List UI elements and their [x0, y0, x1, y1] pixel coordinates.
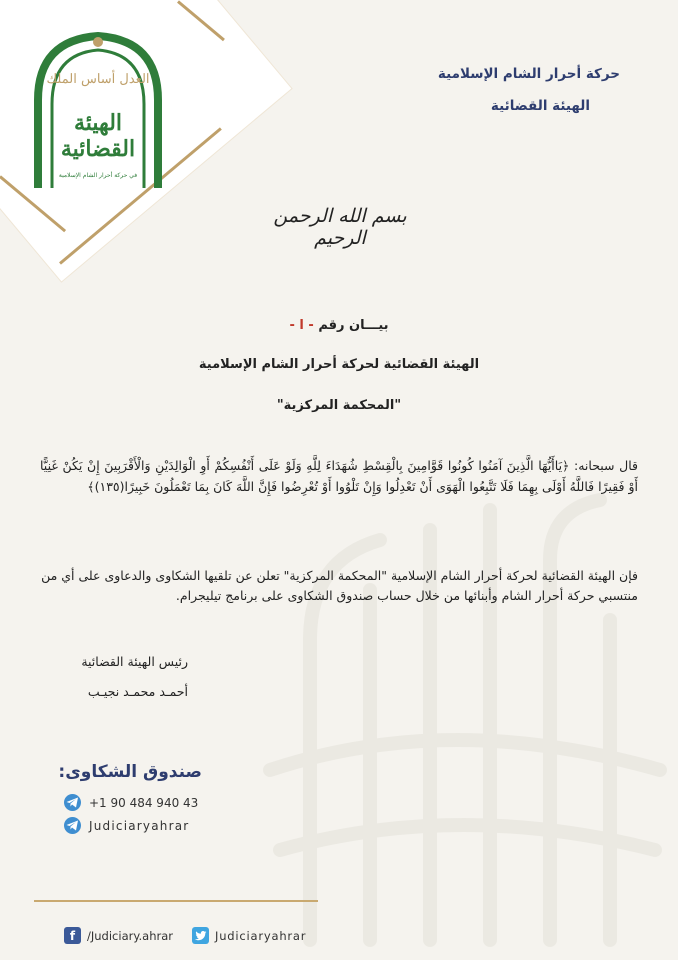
facebook-icon: f [64, 927, 81, 944]
court-name: "المحكمة المركزية" [276, 398, 402, 413]
twitter-handle: Judiciaryahrar [215, 928, 307, 943]
signature-title: رئيس الهيئة القضائية [81, 654, 188, 669]
telegram-icon [64, 817, 81, 834]
logo-title: الهيئة القضائية [60, 110, 136, 162]
signature-name: أحمـد محمـد نجيـب [87, 684, 188, 699]
logo-subtitle: في حركة أحرار الشام الإسلامية [58, 172, 138, 179]
telegram-phone-contact[interactable] [64, 794, 198, 811]
telegram-icon [64, 794, 81, 811]
letterhead [438, 58, 620, 122]
complaints-handle: Judiciaryahrar [89, 818, 190, 833]
basmala: بسم الله الرحمن الرحيم [273, 205, 407, 249]
footer-divider [34, 900, 318, 902]
complaints-phone: +1 90 484 940 43 [89, 795, 199, 810]
statement-number: - ا - [289, 318, 314, 333]
statement-heading [0, 318, 678, 333]
logo-motto: العدل أساس الملك [46, 72, 150, 87]
twitter-icon [192, 927, 209, 944]
quran-verse: قال سبحانه: ﴿يَاأَيُّهَا الَّذِينَ آمَنُوا كُونُوا قَوَّامِينَ بِالْقِسْطِ شُهَدَاءَ لِلَّهِ وَلَوْ عَلَى أَنْفُسِكُمْ أَوِ الْوَالِدَيْنِ وَالْأَقْرَبِينَ إِنْ يَكُنْ غَنِيًّا أَوْ فَقِيرًا فَاللَّهُ أَوْلَى بِهِمَا فَلَا تَتَّبِعُوا الْهَوَى أَنْ تَعْدِلُوا وَإِنْ تَلْوُوا أَوْ تُعْرِضُوا فَإِنَّ اللَّهَ كَانَ بِمَا تَعْمَلُونَ خَبِيرًا(١٣٥)﴾ [40, 458, 638, 494]
twitter-link[interactable] [192, 927, 306, 944]
judiciary-logo [28, 30, 168, 190]
telegram-handle-contact[interactable] [64, 817, 189, 834]
calligraphy-watermark [250, 470, 670, 950]
complaints-box-title: صندوق الشكاوى: [58, 762, 202, 782]
facebook-link[interactable] [64, 927, 173, 944]
facebook-handle: /Judiciary.ahrar [87, 928, 174, 943]
statement-label: بيـــان رقم [318, 318, 389, 333]
org-name: حركة أحرار الشام الإسلامية [437, 66, 620, 82]
document-subtitle: الهيئة القضائية لحركة أحرار الشام الإسلامية [198, 357, 480, 372]
dept-name: الهيئة القضائية [490, 98, 590, 114]
announcement-body: فإن الهيئة القضائية لحركة أحرار الشام الإسلامية "المحكمة المركزية" تعلن عن تلقيها الشكاوى والدعاوى على أي من منتسبي حركة أحرار الشام وأبنائها من خلال حساب صندوق الشكاوى على برنامج تيليجرام. [41, 568, 638, 603]
